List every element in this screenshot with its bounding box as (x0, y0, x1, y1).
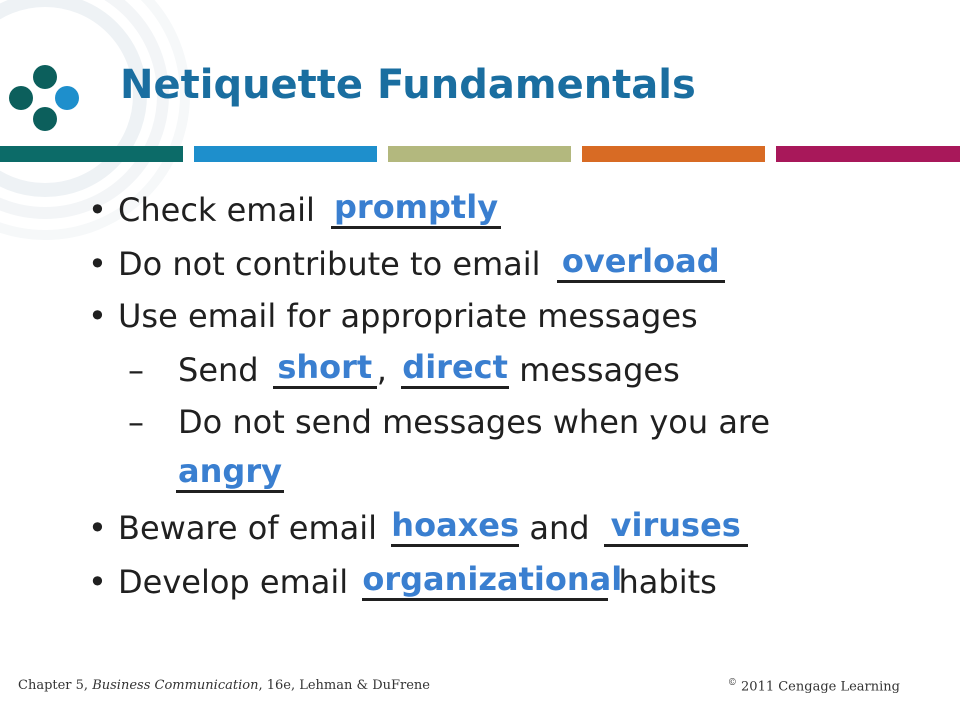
logo-dot (33, 65, 57, 89)
answer-text: organizational (362, 560, 623, 598)
bullet-text: habits (618, 563, 717, 601)
answer-blank (391, 508, 519, 547)
bullet-icon: • (88, 191, 107, 229)
copyright-text: 2011 Cengage Learning (736, 679, 900, 695)
answer-blank (176, 454, 284, 493)
answer-text: angry (178, 452, 282, 490)
answer-text: overload (561, 242, 720, 280)
sub-list-item (128, 402, 771, 446)
answer-text: short (277, 348, 373, 386)
bullet-text: Do not send messages when you are (178, 403, 771, 441)
list-item (88, 296, 698, 340)
answer-blank (273, 350, 377, 389)
answer-blank (557, 244, 725, 283)
answer-blank (604, 508, 748, 547)
answer-blank (362, 560, 623, 601)
color-bar-strip (0, 146, 960, 162)
answer-blank (331, 190, 501, 229)
bullet-icon: • (88, 509, 107, 547)
bullet-icon: • (88, 563, 107, 601)
footer-authors: , 16e, Lehman & DuFrene (258, 678, 430, 693)
bullet-text: and (529, 509, 590, 547)
footer-copyright (728, 678, 900, 694)
dash-icon: – (128, 351, 144, 389)
slide-title: Netiquette Fundamentals (120, 62, 696, 108)
bullet-icon: • (88, 297, 107, 335)
bullet-text: Do not contribute to email (118, 245, 541, 283)
color-bar (388, 146, 571, 162)
color-bar (582, 146, 765, 162)
answer-text: direct (402, 348, 508, 386)
bullet-text: Check email (118, 191, 315, 229)
copyright-symbol: © (727, 678, 737, 688)
bullet-text: Send (178, 351, 259, 389)
answer-text: hoaxes (391, 506, 520, 544)
answer-text: viruses (610, 506, 741, 544)
sub-list-item (128, 348, 680, 394)
logo-dot (55, 86, 79, 110)
footer-citation (18, 678, 430, 693)
logo-dot (9, 86, 33, 110)
bullet-text: Beware of email (118, 509, 377, 547)
footer-book-title: Business Communication (92, 678, 259, 693)
logo-dot (33, 107, 57, 131)
sub-list-item-continued (176, 454, 284, 498)
bullet-text: messages (519, 351, 680, 389)
list-item (88, 560, 717, 606)
list-item (88, 188, 501, 234)
list-item (88, 242, 725, 288)
color-bar (0, 146, 183, 162)
footer-chapter: Chapter 5, (18, 678, 93, 693)
bullet-text: Use email for appropriate messages (118, 297, 698, 335)
answer-text: promptly (334, 188, 499, 226)
answer-blank (401, 350, 509, 389)
color-bar (194, 146, 377, 162)
bullet-icon: • (88, 245, 107, 283)
bullet-text: , (376, 351, 387, 389)
list-item (88, 506, 748, 552)
dash-icon: – (128, 403, 144, 441)
color-bar (776, 146, 960, 162)
bullet-text: Develop email (118, 563, 349, 601)
